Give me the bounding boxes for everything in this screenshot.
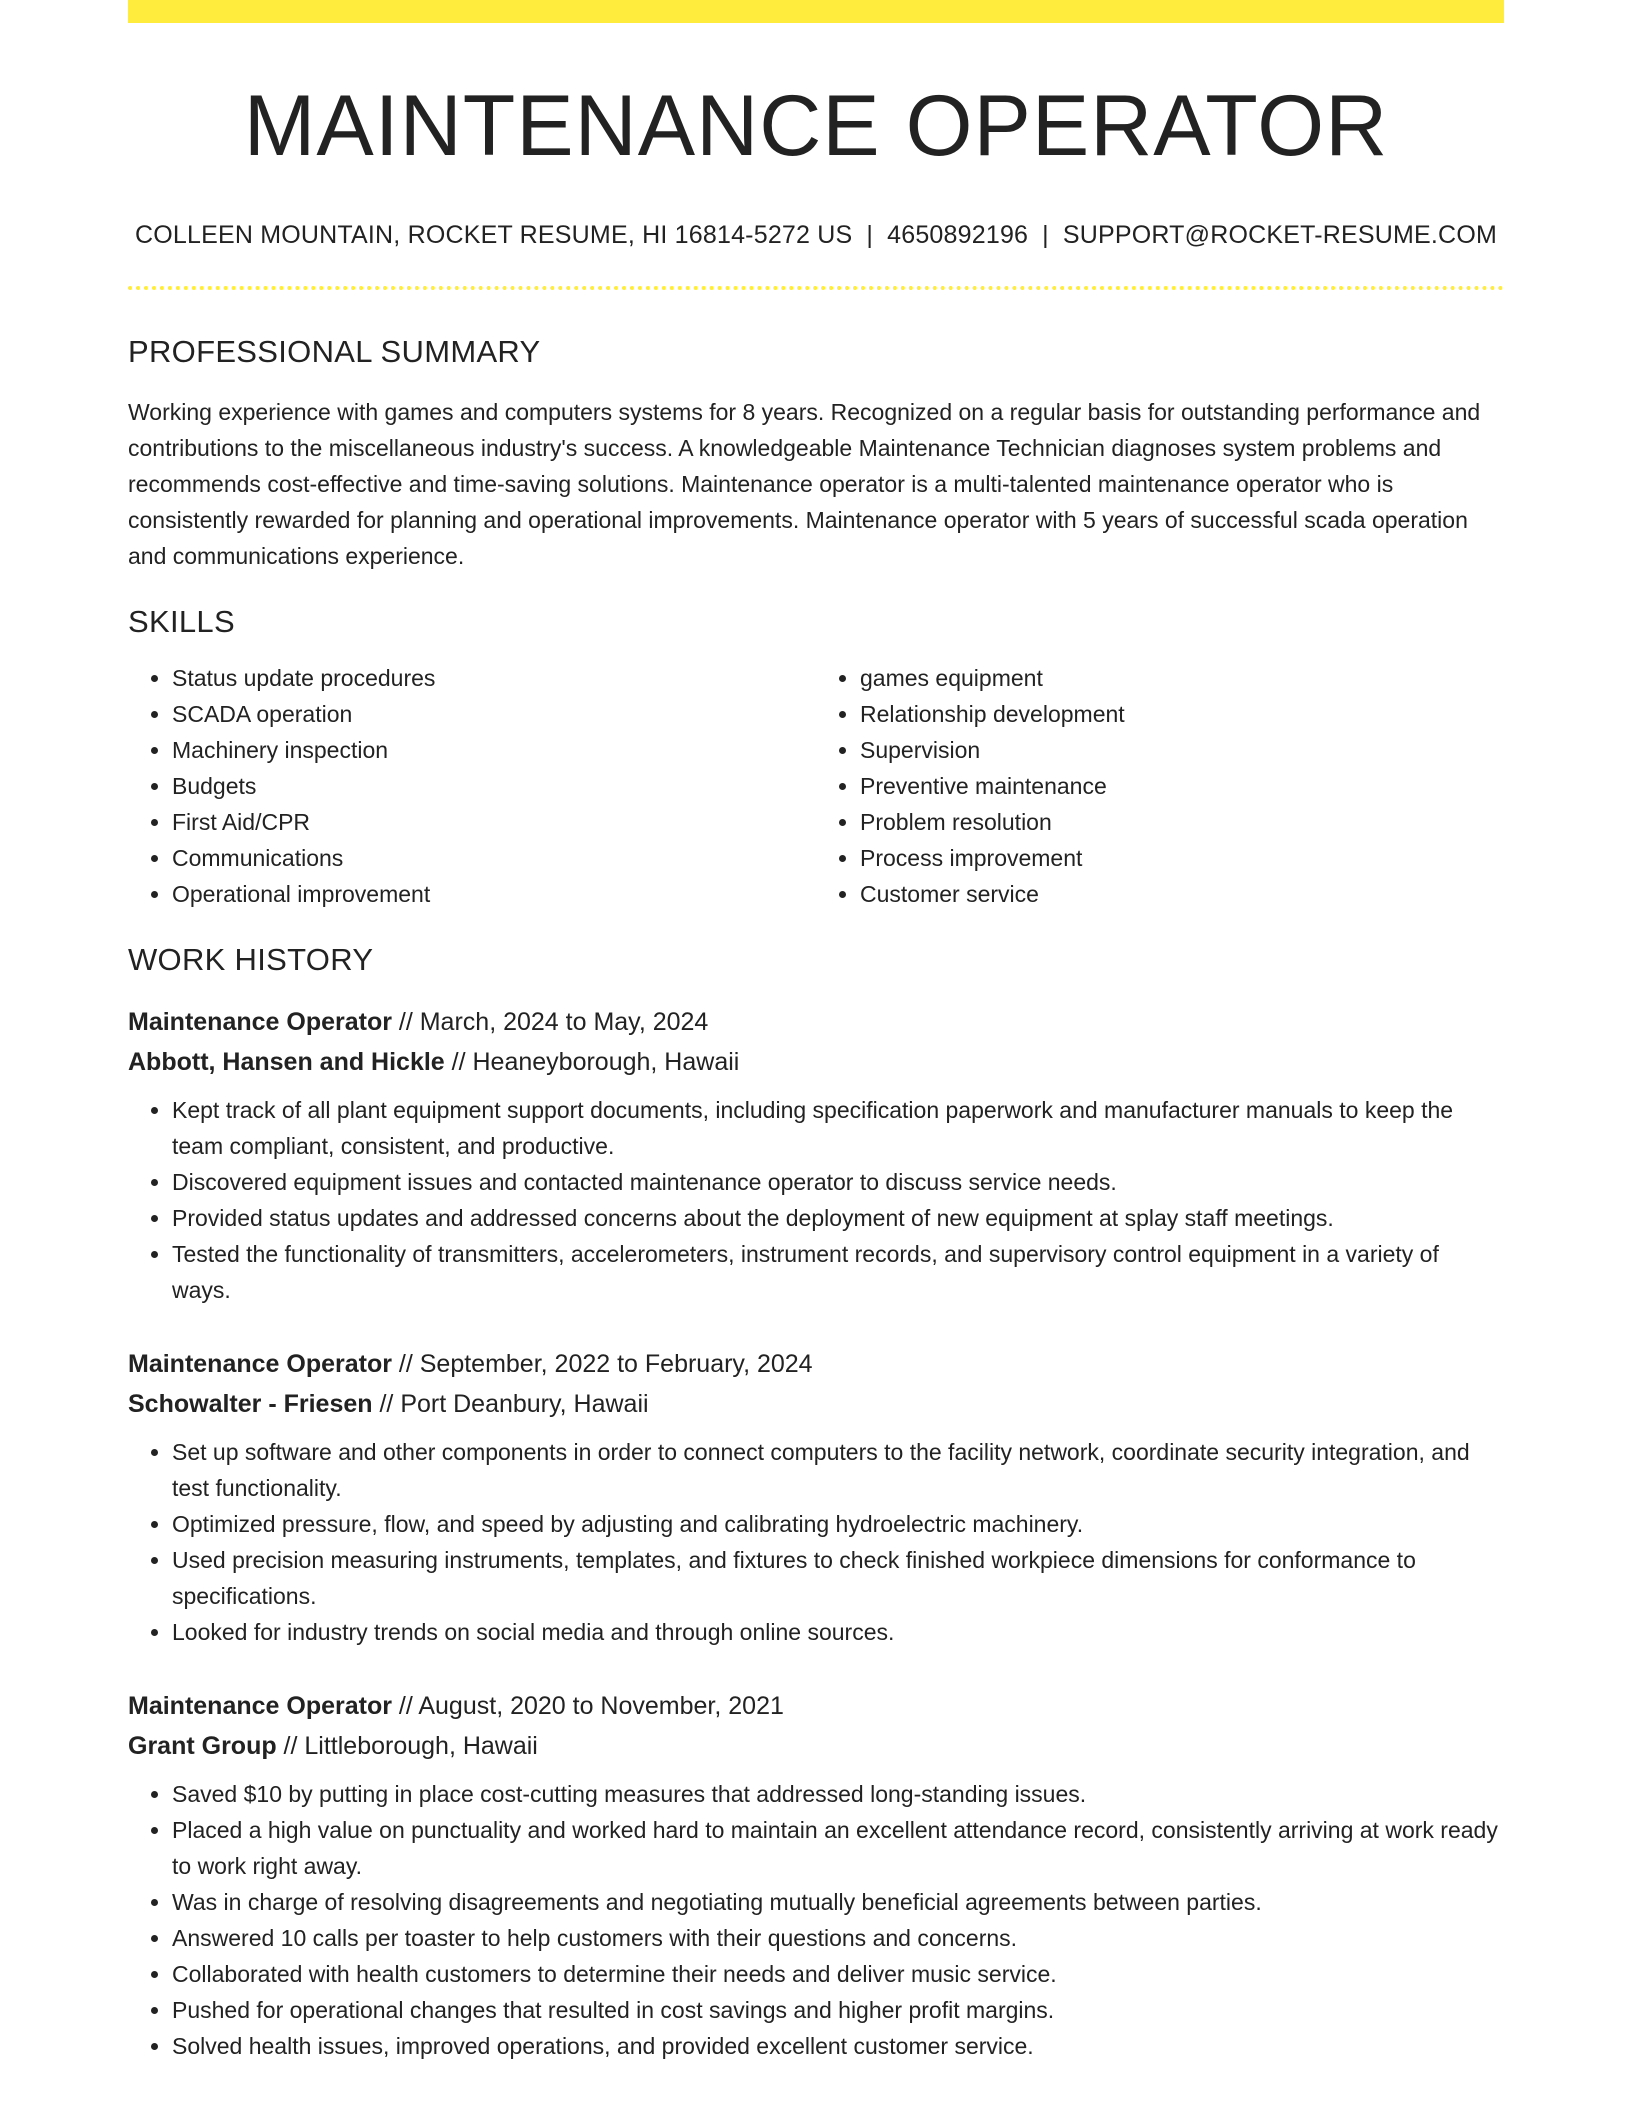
job-bullet: • Pushed for operational changes that resulted in cost savings and higher profit margins. (172, 1992, 1504, 2028)
job-role-line (128, 1002, 1504, 1042)
job-bullet: • Tested the functionality of transmitters, accelerometers, instrument records, and supervisory control equipment in a variety of ways. (172, 1236, 1504, 1308)
job-bullet: • Answered 10 calls per toaster to help customers with their questions and concerns. (172, 1920, 1504, 1956)
job-role-line (128, 1344, 1504, 1384)
skills-section (128, 604, 1504, 912)
job-bullets (128, 1092, 1504, 1308)
job-location: // Port Deanbury, Hawaii (372, 1390, 649, 1418)
job-company: Grant Group (128, 1732, 277, 1760)
job-bullets (128, 1776, 1504, 2064)
job-dates: // August, 2020 to November, 2021 (391, 1692, 784, 1720)
summary-text: Working experience with games and computers systems for 8 years. Recognized on a regular basis for outstanding performance and contributions to the miscellaneous industry's success. A knowledgeable Maintenance Technician diagnoses system problems and recommends cost-effective and time-saving solutions. Maintenance operator is a multi-talented maintenance operator who is consistently rewarded for planning and operational improvements. Maintenance operator with 5 years of successful scada operation and communications experience. (128, 399, 1481, 569)
job-bullet: • Collaborated with health customers to determine their needs and deliver music service. (172, 1956, 1504, 1992)
skills-right-list (816, 660, 1504, 912)
contact-separator: | (1042, 221, 1049, 249)
contact-phone: 4650892196 (887, 221, 1029, 249)
job-company: Schowalter - Friesen (128, 1390, 373, 1418)
skills-left-list (128, 660, 816, 912)
job-bullets (128, 1434, 1504, 1650)
job-bullet: • Discovered equipment issues and contacted maintenance operator to discuss service needs. (172, 1164, 1504, 1200)
skills-heading: SKILLS (128, 604, 235, 639)
job-entry (128, 1002, 1504, 1308)
job-entry (128, 1344, 1504, 1650)
skill-item: • Status update procedures (172, 660, 816, 696)
job-bullet: • Looked for industry trends on social media and through online sources. (172, 1614, 1504, 1650)
contact-separator: | (866, 221, 874, 249)
job-entry (128, 1686, 1504, 2064)
job-role: Maintenance Operator (128, 1692, 392, 1720)
job-company-line (128, 1042, 1504, 1082)
dotted-divider (128, 286, 1504, 290)
job-dates: // September, 2022 to February, 2024 (391, 1350, 813, 1378)
job-bullet: • Provided status updates and addressed concerns about the deployment of new equipment at splay staff meetings. (172, 1200, 1504, 1236)
job-role: Maintenance Operator (128, 1350, 392, 1378)
job-company-line (128, 1384, 1504, 1424)
job-location: // Heaneyborough, Hawaii (444, 1048, 740, 1076)
skill-item: • First Aid/CPR (172, 804, 816, 840)
resume-page (128, 0, 1504, 2064)
skill-item: • Relationship development (860, 696, 1504, 732)
skill-item: • Communications (172, 840, 816, 876)
skill-item: • games equipment (860, 660, 1504, 696)
skill-item: • Customer service (860, 876, 1504, 912)
skills-columns (128, 660, 1504, 912)
job-location: // Littleborough, Hawaii (276, 1732, 538, 1760)
job-bullet: • Was in charge of resolving disagreements and negotiating mutually beneficial agreements between parties. (172, 1884, 1504, 1920)
job-company: Abbott, Hansen and Hickle (128, 1048, 445, 1076)
resume-title: MAINTENANCE OPERATOR (243, 78, 1389, 174)
skill-item: • Supervision (860, 732, 1504, 768)
job-role-line (128, 1686, 1504, 1726)
work-history-section (128, 942, 1504, 2064)
job-bullet: • Kept track of all plant equipment support documents, including specification paperwork and manufacturer manuals to keep the team compliant, consistent, and productive. (172, 1092, 1504, 1164)
job-bullet: • Saved $10 by putting in place cost-cutting measures that addressed long-standing issues. (172, 1776, 1504, 1812)
skill-item: • Budgets (172, 768, 816, 804)
job-role: Maintenance Operator (128, 1008, 392, 1036)
job-bullet: • Placed a high value on punctuality and worked hard to maintain an excellent attendance record, consistently arriving at work ready to work right away. (172, 1812, 1504, 1884)
job-bullet: • Solved health issues, improved operations, and provided excellent customer service. (172, 2028, 1504, 2064)
work-history-heading: WORK HISTORY (128, 942, 374, 977)
contact-line (128, 221, 1504, 250)
summary-heading: PROFESSIONAL SUMMARY (128, 334, 541, 369)
skill-item: • SCADA operation (172, 696, 816, 732)
skill-item: • Preventive maintenance (860, 768, 1504, 804)
job-company-line (128, 1726, 1504, 1766)
skill-item: • Operational improvement (172, 876, 816, 912)
contact-email: SUPPORT@ROCKET-RESUME.COM (1062, 221, 1497, 249)
job-dates: // March, 2024 to May, 2024 (391, 1008, 709, 1036)
skill-item: • Machinery inspection (172, 732, 816, 768)
job-bullet: • Used precision measuring instruments, templates, and fixtures to check finished workpiece dimensions for conformance to specifications. (172, 1542, 1504, 1614)
top-accent-bar (128, 0, 1504, 23)
job-bullet: • Optimized pressure, flow, and speed by adjusting and calibrating hydroelectric machinery. (172, 1506, 1504, 1542)
contact-address: COLLEEN MOUNTAIN, ROCKET RESUME, HI 16814-5272 US (134, 221, 853, 249)
skill-item: • Process improvement (860, 840, 1504, 876)
job-bullet: • Set up software and other components in order to connect computers to the facility network, coordinate security integration, and test functionality. (172, 1434, 1504, 1506)
skill-item: • Problem resolution (860, 804, 1504, 840)
summary-section (128, 334, 1504, 574)
